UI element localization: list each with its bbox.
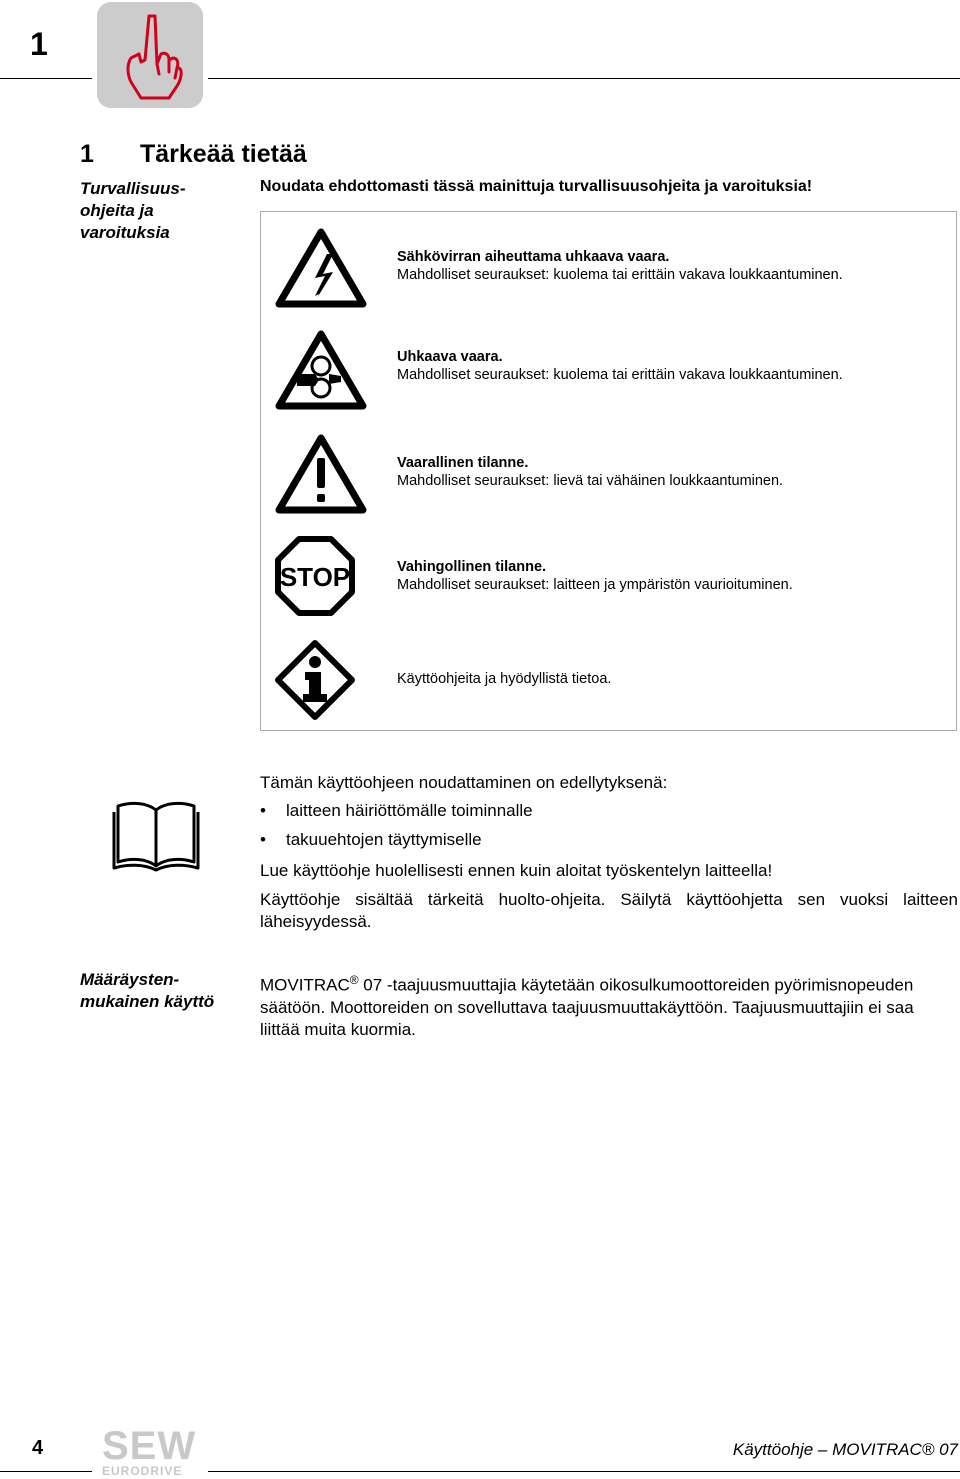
signal-title: Sähkövirran aiheuttama uhkaava vaara. (397, 249, 670, 265)
manual-lead: Tämän käyttöohjeen noudattaminen on edellytyksenä: (260, 773, 668, 792)
signal-title: Vahingollinen tilanne. (397, 559, 547, 575)
footer-rule-right (208, 1471, 960, 1472)
side-label-line: Määräysten- (80, 970, 180, 989)
registered-mark: ® (349, 973, 359, 987)
intended-use-text (260, 969, 958, 1041)
footer-doc-title: Käyttöohje – MOVITRAC® 07 (732, 1440, 958, 1459)
keep-note: Käyttöohje sisältää tärkeitä huolto-ohjeita. Säilytä käyttöohjetta sen vuoksi laitteen läheisyydessä. (260, 890, 958, 931)
signal-item (397, 348, 843, 384)
logo-text: SEW (102, 1424, 197, 1468)
signal-desc: Mahdolliset seuraukset: laitteen ja ympäristön vaurioituminen. (397, 577, 793, 593)
side-label-line: ohjeita ja (80, 201, 154, 220)
page-number: 4 (32, 1437, 44, 1459)
signal-desc: Käyttöohjeita ja hyödyllistä tietoa. (397, 671, 612, 687)
electric-hazard-icon (275, 228, 367, 313)
info-icon (275, 640, 355, 725)
side-label-line: varoituksia (80, 223, 170, 242)
header-rule-right (208, 78, 960, 79)
section-number: 1 (80, 140, 94, 168)
list-item: • laitteen häiriöttömälle toiminnalle (286, 801, 533, 821)
stop-icon (275, 536, 355, 621)
signal-item (397, 670, 611, 688)
side-label-line: mukainen käyttö (80, 992, 215, 1011)
safety-intro: Noudata ehdottomasti tässä mainittuja turvallisuusohjeita ja varoituksia! (260, 178, 813, 195)
chapter-number: 1 (30, 26, 48, 62)
signal-item (397, 454, 783, 490)
logo-subtext: EURODRIVE (102, 1464, 183, 1478)
safety-side-label (80, 178, 250, 244)
side-label-line: Turvallisuus- (80, 179, 186, 198)
footer-rule-left (0, 1471, 92, 1472)
read-note: Lue käyttöohje huolellisesti ennen kuin aloitat työskentelyn laitteella! (260, 861, 773, 880)
book-icon (110, 800, 202, 877)
stop-icon-text: STOP (279, 562, 351, 592)
header-rule-left (0, 78, 92, 79)
intended-use-body: 07 -taajuusmuuttajia käytetään oikosulkumoottoreiden pyörimisnopeuden säätöön. Moottoreiden on sovelluttava taajuusmuuttakäyttöön. Taajuusmuuttajiin ei saa liittää muita kuormia. (260, 975, 914, 1039)
signal-title: Uhkaava vaara. (397, 349, 503, 365)
section-heading (80, 140, 307, 169)
signal-desc: Mahdolliset seuraukset: kuolema tai erittäin vakava loukkaantuminen. (397, 267, 843, 283)
pointing-hand-icon (97, 2, 203, 108)
signal-desc: Mahdolliset seuraukset: lievä tai vähäinen loukkaantuminen. (397, 473, 784, 489)
signal-words-box (260, 211, 957, 731)
signal-item (397, 248, 843, 284)
signal-desc: Mahdolliset seuraukset: kuolema tai erittäin vakava loukkaantuminen. (397, 367, 843, 383)
signal-title: Vaarallinen tilanne. (397, 455, 529, 471)
list-item: • takuuehtojen täyttymiselle (286, 830, 482, 850)
general-warning-icon (275, 434, 367, 519)
machinery-hazard-icon (275, 330, 367, 415)
product-name: MOVITRAC (260, 975, 350, 995)
section-title: Tärkeää tietää (140, 140, 307, 168)
signal-item (397, 558, 793, 594)
sew-logo (102, 1424, 208, 1478)
intended-use-side-label (80, 969, 255, 1013)
